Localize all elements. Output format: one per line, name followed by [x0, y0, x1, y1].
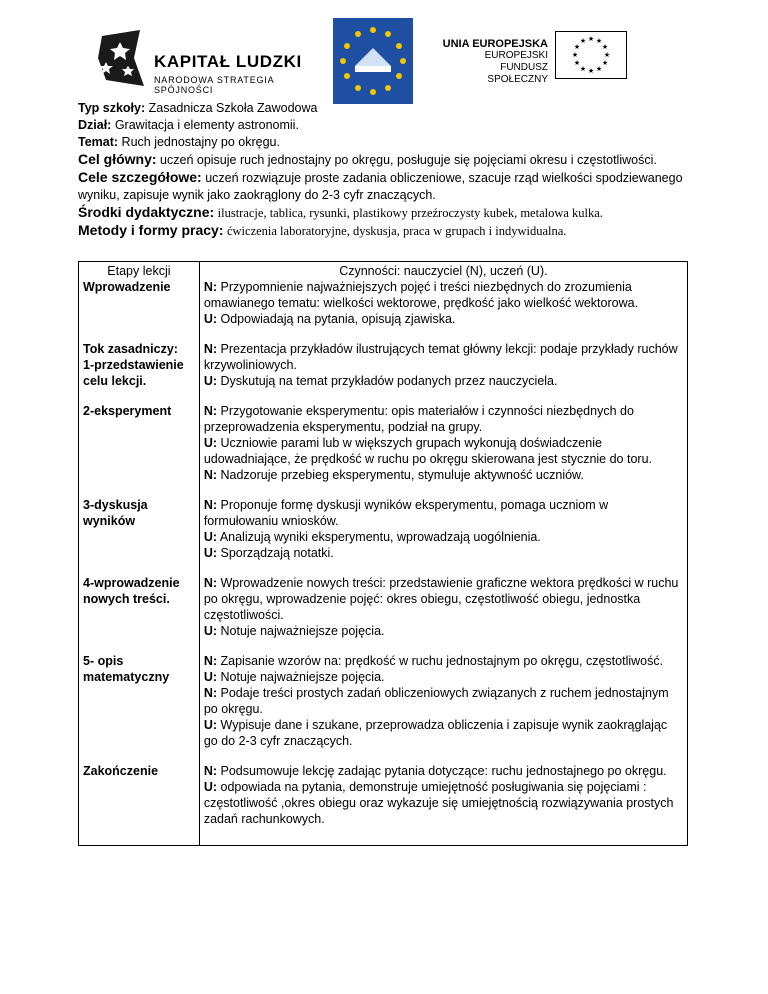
svg-text:★: ★ [595, 37, 603, 45]
activities-cell [199, 341, 687, 403]
activity-line [204, 653, 683, 669]
actor-tag: U: [203, 718, 218, 732]
kapital-subtitle: NARODOWA STRATEGIA SPÓJNOŚCI [154, 75, 274, 95]
table-row [79, 763, 688, 846]
ue-label [438, 38, 548, 86]
actor-tag: N: [203, 468, 218, 482]
activity-text: Zapisanie wzorów na: prędkość w ruchu jednostajnym po okręgu, częstotliwość. [217, 654, 664, 668]
svg-text:★: ★ [571, 51, 579, 59]
actor-tag: U: [203, 546, 218, 560]
stage-cell [79, 497, 200, 575]
activity-text: odpowiada na pytania, demonstruje umiejętność posługiwania się pojęciami : częstotliwość ,okres obiegu oraz wykazuje się umiejętnością rozwiązywania prostych zadań rachunkowych. [203, 780, 674, 826]
row-spacer [204, 827, 683, 845]
actor-tag: U: [203, 624, 218, 638]
stage-label: Zakończenie [83, 764, 159, 778]
stage-label: Tok zasadniczy: [83, 342, 178, 356]
activity-text: Podaje treści prostych zadań obliczeniowych związanych z ruchem jednostajnym po okręgu. [203, 686, 669, 716]
activity-text: Dyskutują na temat przykładów podanych przez nauczyciela. [217, 374, 558, 388]
row-spacer [204, 749, 683, 763]
activity-line [204, 467, 683, 483]
section: Dział: Grawitacja i elementy astronomii. [78, 118, 299, 132]
activities-cell [199, 403, 687, 497]
activity-text: Analizują wyniki eksperymentu, wprowadzają uogólnienia. [217, 530, 541, 544]
activity-line [204, 403, 683, 435]
header-logos [0, 18, 768, 95]
activity-text: Wprowadzenie nowych treści: przedstawienie graficzne wektora prędkości w ruchu po okręgu, wprowadzenie pojęć: okres obiegu, częstotliwość obiegu, jednostka częstotliwości. [203, 576, 679, 622]
svg-text:★: ★ [587, 35, 595, 43]
stage-label: 2-eksperyment [83, 404, 172, 418]
activities-cell [199, 279, 687, 341]
activities-cell [199, 763, 687, 846]
teaching-means: Środki dydaktyczne: ilustracje, tablica, rysunki, plastikowy przeźroczysty kubek, metalowa kulka. [78, 204, 603, 220]
activity-text: Przypomnienie najważniejszych pojęć i treści niezbędnych do zrozumienia omawianego tematu: wielkości wektorowe, prędkość jako wielkość wektorowa. [203, 280, 639, 310]
activity-text: Wypisuje dane i szukane, przeprowadza obliczenia i zapisuje wynik zaokrąglając go do 2-3 cyfr znaczących. [203, 718, 668, 748]
actor-tag: U: [203, 312, 218, 326]
activity-line [204, 529, 683, 545]
activity-line [204, 341, 683, 373]
main-goal: Cel główny: uczeń opisuje ruch jednostajny po okręgu, posługuje się pojęciami okresu i częstotliwości. [78, 151, 657, 167]
activity-line [204, 779, 683, 827]
stage-cell [79, 653, 200, 763]
svg-text:★: ★ [601, 43, 609, 51]
actor-tag: N: [203, 280, 218, 294]
school-type: Typ szkoły: Zasadnicza Szkoła Zawodowa [78, 101, 318, 115]
ue-line1: EUROPEJSKI [484, 50, 548, 61]
actor-tag: U: [203, 374, 218, 388]
methods: Metody i formy pracy: ćwiczenia laboratoryjne, dyskusja, praca w grupach i indywidualna. [78, 222, 567, 238]
row-spacer [204, 389, 683, 403]
activity-text: Przygotowanie eksperymentu: opis materiałów i czynności niezbędnych do przeprowadzenia eksperymentu, podział na grupy. [203, 404, 634, 434]
table-row [79, 575, 688, 653]
activities-cell [199, 497, 687, 575]
activity-line [204, 435, 683, 467]
table-row [79, 403, 688, 497]
row-spacer [204, 561, 683, 575]
eu-stars-emblem-icon [333, 18, 413, 104]
stage-cell [79, 279, 200, 341]
header-stage: Etapy lekcji [79, 262, 200, 280]
activity-line [204, 311, 683, 327]
actor-tag: U: [203, 436, 218, 450]
ue-line2: FUNDUSZ SPOŁECZNY [487, 62, 548, 85]
activity-text: Odpowiadają na pytania, opisują zjawiska. [217, 312, 456, 326]
lesson-info [78, 100, 688, 240]
activity-text: Podsumowuje lekcję zadając pytania dotyczące: ruchu jednostajnego po okręgu. [217, 764, 667, 778]
activity-line [204, 685, 683, 717]
stage-label: 1-przedstawienie [83, 358, 184, 372]
activity-text: Sporządzają notatki. [217, 546, 334, 560]
stage-label: matematyczny [83, 670, 170, 684]
svg-text:★: ★ [573, 43, 581, 51]
row-spacer [204, 327, 683, 341]
activity-text: Notuje najważniejsze pojęcia. [217, 624, 385, 638]
activity-text: Proponuje formę dyskusji wyników eksperymentu, pomaga uczniom w formułowaniu wniosków. [203, 498, 609, 528]
actor-tag: N: [203, 654, 218, 668]
header-activities: Czynności: nauczyciel (N), uczeń (U). [199, 262, 687, 280]
activity-text: Notuje najważniejsze pojęcia. [217, 670, 385, 684]
eu-flag-outline-icon [555, 31, 627, 79]
actor-tag: U: [203, 670, 218, 684]
actor-tag: U: [203, 780, 218, 794]
actor-tag: N: [203, 686, 218, 700]
activity-text: Prezentacja przykładów ilustrujących temat główny lekcji: podaje przykłady ruchów krzywoliniowych. [203, 342, 678, 372]
stage-cell [79, 575, 200, 653]
activities-cell [199, 575, 687, 653]
stage-label: 4-wprowadzenie [83, 576, 180, 590]
activity-line [204, 373, 683, 389]
actor-tag: N: [203, 764, 218, 778]
kapital-title: KAPITAŁ LUDZKI [154, 52, 302, 71]
svg-text:★: ★ [595, 65, 603, 73]
actor-tag: N: [203, 498, 218, 512]
lesson-table [78, 261, 688, 846]
kapital-ludzki-logo [92, 28, 324, 95]
stage-label: Wprowadzenie [83, 280, 171, 294]
actor-tag: N: [203, 404, 218, 418]
row-spacer [204, 639, 683, 653]
table-row [79, 653, 688, 763]
table-row [79, 341, 688, 403]
detailed-goals: Cele szczegółowe: uczeń rozwiązuje proste zadania obliczeniowe, szacuje rząd wielkości spodziewanego wyniku, zapisuje wynik jako zaokrąglony do 2-3 cyfr znaczących. [78, 169, 683, 202]
stage-cell [79, 403, 200, 497]
svg-text:★: ★ [579, 65, 587, 73]
actor-tag: U: [203, 530, 218, 544]
svg-text:★: ★ [573, 59, 581, 67]
stage-cell [79, 341, 200, 403]
svg-text:★: ★ [587, 67, 595, 75]
stage-label: 5- opis [83, 654, 124, 668]
activity-line [204, 279, 683, 311]
actor-tag: N: [203, 342, 218, 356]
kapital-ludzki-icon [92, 28, 152, 90]
activity-line [204, 497, 683, 529]
activity-line [204, 669, 683, 685]
stage-label: celu lekcji. [83, 374, 147, 388]
activity-text: Uczniowie parami lub w większych grupach wykonują doświadczenie udowadniające, że prędkość w ruchu po okręgu skierowana jest stycznie do toru. [203, 436, 652, 466]
stage-cell [79, 763, 200, 846]
activity-line [204, 763, 683, 779]
stage-label: 3-dyskusja [83, 498, 148, 512]
activity-line [204, 545, 683, 561]
activity-line [204, 623, 683, 639]
ue-title: UNIA EUROPEJSKA [442, 38, 548, 50]
table-row [79, 279, 688, 341]
stage-label: nowych treści. [83, 592, 170, 606]
activity-line [204, 717, 683, 749]
svg-text:★: ★ [603, 51, 611, 59]
row-spacer [204, 483, 683, 497]
actor-tag: N: [203, 576, 218, 590]
svg-text:★: ★ [579, 37, 587, 45]
topic: Temat: Ruch jednostajny po okręgu. [78, 135, 280, 149]
table-row [79, 497, 688, 575]
svg-text:★: ★ [601, 59, 609, 67]
activity-text: Nadzoruje przebieg eksperymentu, stymuluje aktywność uczniów. [217, 468, 584, 482]
activities-cell [199, 653, 687, 763]
table-header-row [79, 262, 688, 280]
stage-label: wyników [83, 514, 136, 528]
activity-line [204, 575, 683, 623]
